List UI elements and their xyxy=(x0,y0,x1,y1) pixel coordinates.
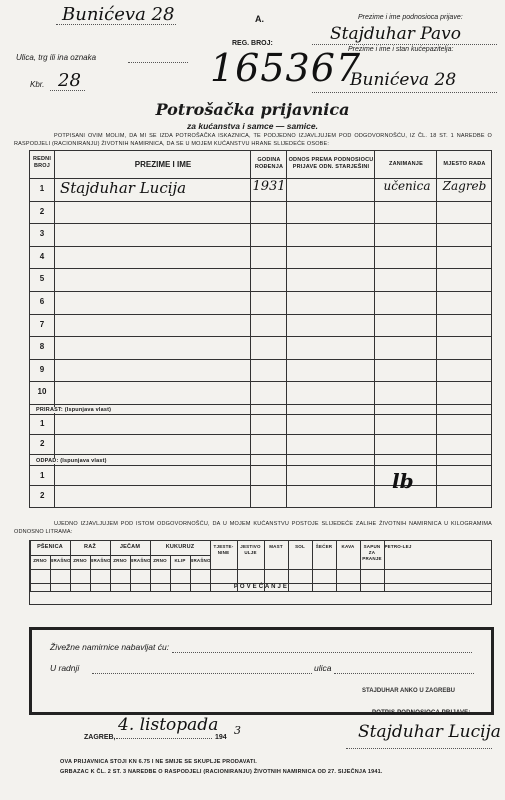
reg-label: REG. BROJ: xyxy=(232,40,273,47)
surname-value-2: Bunićeva 28 xyxy=(350,70,457,90)
row-place: Zagreb xyxy=(442,179,487,193)
row-number: 1 xyxy=(39,184,45,193)
footer-year-suffix: 3 xyxy=(234,724,241,737)
stock-raz: RAŽ xyxy=(84,544,96,550)
row-year: 1931 xyxy=(252,179,286,194)
supplier-street-label: ulica xyxy=(314,663,332,673)
row-number: 10 xyxy=(37,387,47,397)
intro-text: POTPISANI OVIM MOLIM, DA MI SE IZDA POTROŠAČKA ISKAZNICA, TE PODJEDNO IZJAVLJUJEM POD ODGOVORNOŠĆU, IZ ČL. 18 ST. 1 NAREDBE O RASPODJELI (RACIONIRANJU) ŽIVOTNIH NAMIRNICA, DA SE U MOJEM KUĆANSTVU HRANE SLIJEDEĆE OSOBE: xyxy=(14,133,492,147)
stock-col-header: PETRO-LEJ xyxy=(384,544,412,549)
table-row xyxy=(30,268,491,292)
supplier-shop-label: U radnji xyxy=(50,663,80,673)
col-zanimanje: ZANIMANJE xyxy=(389,161,423,167)
row-number: 6 xyxy=(39,297,45,306)
footer-date: 4. listopada xyxy=(118,715,219,735)
persons-table xyxy=(29,150,492,508)
official-initials: lb xyxy=(392,469,414,493)
table-row xyxy=(30,201,491,225)
stock-col-header: SOL xyxy=(295,544,305,549)
table-row xyxy=(30,291,491,315)
stock-kukuruz: KUKURUZ xyxy=(165,544,195,550)
stock-sub-col: BRAŠNO xyxy=(90,558,111,563)
street-label: Ulica, trg ili ina oznaka xyxy=(16,53,97,62)
prirast-row-2: 2 xyxy=(40,439,45,448)
row-number: 2 xyxy=(39,206,45,216)
footer-note-2: GRBAZAC K ČL. 2 ST. 3 NAREDBE O RASPODJELI (RACIONIRANJU) ŽIVOTNIH NAMIRNICA OD 27. SIJEČNJA 1941. xyxy=(60,769,383,775)
supplier-box xyxy=(29,627,494,715)
table-row xyxy=(30,336,491,360)
kbr-value: 28 xyxy=(58,70,81,91)
surname-label-2: Prezime i ime i stan kućepazitelja: xyxy=(348,46,454,53)
stock-col-header: SAPUN ZA PRANJE xyxy=(362,544,382,561)
prirast-row-1: 1 xyxy=(40,419,45,428)
stock-sub-col: KLIP xyxy=(174,558,186,563)
form-subtitle: za kućanstva i samce — samice. xyxy=(187,121,318,131)
row-number: 9 xyxy=(39,364,45,374)
stock-sub-col: BRAŠNO xyxy=(50,558,71,563)
row-number: 7 xyxy=(39,319,45,329)
table-row xyxy=(30,381,491,405)
row-number: 8 xyxy=(39,342,45,352)
stock-col-header: TJESTE-NINE xyxy=(213,544,234,555)
stock-col-header: ŠEĆER xyxy=(315,544,333,549)
footer-city: ZAGREB, xyxy=(84,734,116,741)
stock-col-header: KAVA xyxy=(341,544,355,549)
stock-col-header: JESTIVO ULJE xyxy=(240,544,261,555)
stock-sub-col: ZRNO xyxy=(33,558,47,563)
stock-sub-col: BRAŠNO xyxy=(130,558,151,563)
table-row xyxy=(30,246,491,270)
stock-col-header: MAST xyxy=(269,544,283,549)
stock-intro: UJEDNO IZJAVLJUJEM POD ISTOM ODGOVORNOŠĆU, DA U MOJEM KUĆANSTVU POSTOJE SLIJEDEĆE ZALIHE ŽIVOTNIH NAMIRNICA U KILOGRAMIMA ODNOSNO LITRAMA: xyxy=(14,521,492,535)
col-mjesto: MJESTO RAĐA xyxy=(443,161,486,167)
stock-jecam: JEČAM xyxy=(119,544,141,550)
footer-year: 194 xyxy=(215,734,227,741)
stock-table xyxy=(29,540,492,605)
col-redni-broj: REDNI BROJ xyxy=(32,156,52,169)
row-number: 5 xyxy=(39,274,45,284)
supplier-line-1: Živežne namirnice nabavljat ću: xyxy=(50,642,170,652)
row-name: Stajduhar Lucija xyxy=(60,179,187,197)
row-number: 4 xyxy=(39,251,45,261)
street-handwritten: Bunićeva 28 xyxy=(62,4,175,25)
row-job: učenica xyxy=(383,179,431,193)
povecanje-label: P O V E Ć A N J E xyxy=(233,584,288,590)
col-odnos: ODNOS PREMA PODNOSIOCU PRIJAVE ODN. STARJEŠINI xyxy=(288,157,374,170)
form-letter: A. xyxy=(255,14,264,24)
col-godina: GODINA ROĐENJA xyxy=(254,157,284,170)
form-title: Potrošačka prijavnica xyxy=(155,100,350,119)
table-row xyxy=(30,359,491,383)
stock-psenica: PŠENICA xyxy=(37,544,63,550)
sign-label: POTPIS PODNOSIOCA PRIJAVE: xyxy=(372,710,471,716)
odpad-label: ODPAD: (Ispunjava vlast) xyxy=(36,458,107,464)
prirast-label: PRIRAST: (Ispunjava vlast) xyxy=(36,407,112,413)
stock-sub-col: ZRNO xyxy=(153,558,167,563)
table-row xyxy=(30,314,491,338)
col-prezime: PREZIME I IME xyxy=(134,160,192,169)
table-row xyxy=(30,223,491,247)
odpad-row-1: 1 xyxy=(40,471,45,480)
stock-sub-col: BRAŠNO xyxy=(190,558,211,563)
table-row xyxy=(30,178,491,202)
kbr-label: Kbr. xyxy=(30,80,45,89)
supplier-stamp: STAJDUHAR ANKO U ZAGREBU xyxy=(362,688,455,694)
stock-sub-col: ZRNO xyxy=(113,558,127,563)
surname-label-1: Prezime i ime podnosioca prijave: xyxy=(358,14,463,21)
surname-value-1: Stajduhar Pavo xyxy=(330,24,461,44)
signature: Stajduhar Lucija xyxy=(358,722,501,742)
odpad-row-2: 2 xyxy=(40,491,45,500)
row-number: 3 xyxy=(39,229,45,239)
stock-sub-col: ZRNO xyxy=(73,558,87,563)
footer-note-1: OVA PRIJAVNICA STOJI KN 6.75 I NE SMIJE SE SKUPLJE PRODAVATI. xyxy=(60,759,258,765)
reg-number: 165367 xyxy=(210,46,362,90)
